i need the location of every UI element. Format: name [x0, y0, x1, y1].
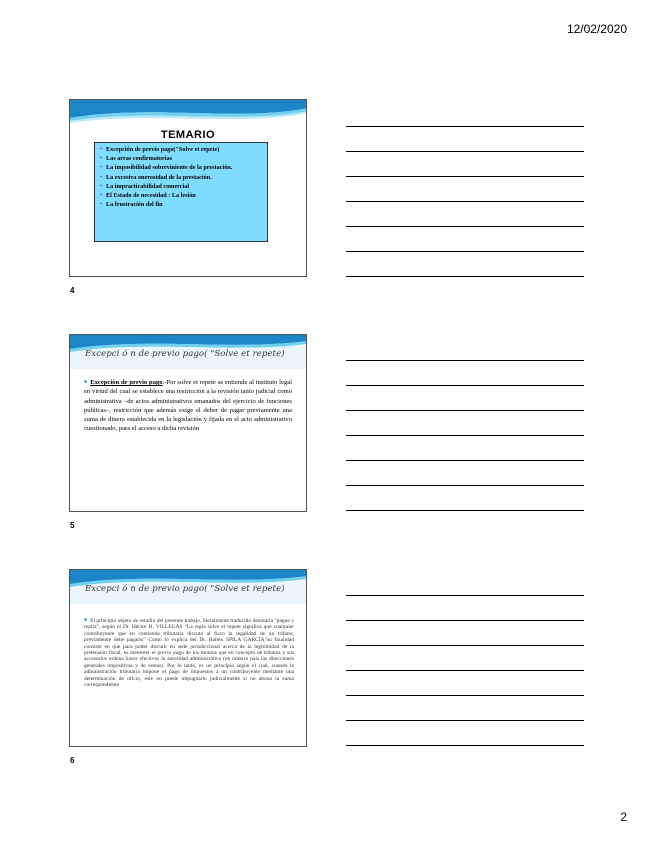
body-text: El principio objeto de estudio del presente trabajo, literalmente traducido denotaría "pague y repita", según el Dr. Héctor B. VILLEGAS "La regla solve et repete significa que cualquier contribuyente que en contienda tributaria discuta al fisco la legalidad de un tributo, previamente debe pagarlo" Como lo explica del Dr. Rubén SPILA GARCÍA"su finalidad consiste en que para poder discutir en sede jurisdiccional acerca de la legitimidad de la pretensión fiscal, es menester el previo pago de los montos que en concepto de tributos y sus accesorios ordena hacer efectivos la autoridad administrativa (en nuestro país las direcciones generales impositivas y de rentas). Por lo tanto, es un principio según el cual, cuando la administración tributaria impone el pago de impuestos a un contribuyente mediante una determinación de oficio, este no puede impugnarlo judicialmente si no abona la suma correspondiente [84, 618, 294, 689]
slide-number: 6 [70, 756, 75, 765]
bullet-icon: ■ [84, 380, 88, 385]
lead-term: Excepción de previo pago [90, 379, 163, 386]
agenda-item: ▪ La impracticabilidad comercial [100, 183, 264, 190]
agenda-item: ▪ La frustración del fin [100, 201, 264, 208]
bullet-icon: ■ [84, 618, 88, 623]
slide-heading: Excepci ó n de previo pago( "Solve et repete) [85, 584, 285, 594]
page-number: 2 [620, 810, 627, 824]
slide-thumbnail-principio [69, 569, 307, 747]
slide-thumbnail-previo-pago [69, 334, 307, 512]
agenda-item: ▪ Las arras confirmatorias [100, 155, 264, 162]
body-text: .-Por solve et repete se entiende al instituto legal en virtud del cual se establece una restricción a la revisión tanto judicial como administrativa –de actos administrativos emanados del ejercicio de funciones públicas–, restricción que además exige el deber de pagar previamente una suma de dinero establecida en la legislación y fijada en el acto administrativo cuestionado, para el acceso a dicha revisión [84, 379, 292, 433]
agenda-item: ▪ La excesiva onerosidad de la prestación. [100, 174, 264, 181]
agenda-item: ▪ La imposibilidad sobreviniente de la prestación. [100, 164, 264, 171]
slide-heading: Excepci ó n de previo pago( "Solve et repete) [85, 349, 285, 359]
agenda-box [94, 142, 268, 242]
slide-body [84, 618, 294, 688]
slide-number: 5 [70, 521, 75, 530]
agenda-item: ▪ Excepción de previo pago("Solve et repete) [100, 146, 264, 153]
slide-thumbnail-temario [69, 99, 307, 277]
print-date: 12/02/2020 [566, 22, 627, 36]
agenda-item: ▪ El Estado de necesidad : La lesión [100, 192, 264, 199]
slide-title: TEMARIO [160, 129, 216, 141]
slide-number: 4 [70, 286, 75, 295]
slide-body [84, 378, 292, 434]
slide-header-wave [70, 100, 307, 130]
